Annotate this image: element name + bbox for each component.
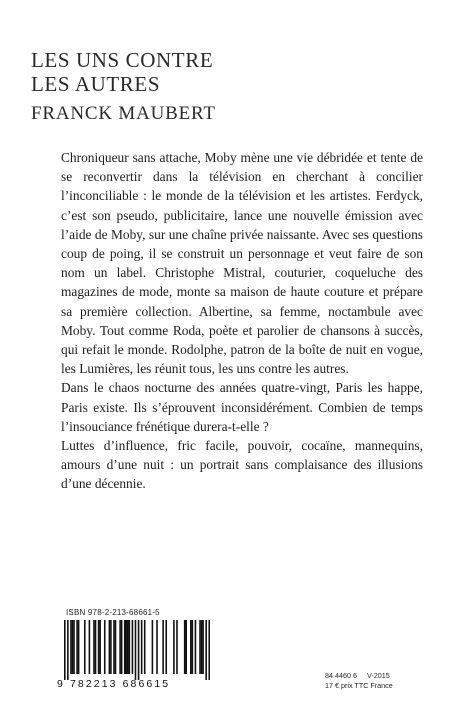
barcode-bar xyxy=(201,620,203,674)
barcode-bar xyxy=(156,620,158,674)
barcode-bar xyxy=(98,620,100,674)
barcode-bar xyxy=(195,620,197,674)
barcode-bar xyxy=(99,620,101,674)
barcode-bar xyxy=(184,620,186,674)
barcode-bar xyxy=(129,620,131,674)
barcode-bar xyxy=(176,620,178,674)
barcode-bar xyxy=(67,620,69,680)
barcode-bar xyxy=(121,620,123,674)
barcode-bar xyxy=(144,620,146,674)
barcode-bar xyxy=(135,620,137,680)
barcode-bar xyxy=(84,620,86,674)
barcode-bar xyxy=(125,620,127,674)
barcode-bar xyxy=(89,620,91,674)
barcode-bar xyxy=(95,620,97,674)
barcode-bar xyxy=(202,620,204,674)
barcode-bar xyxy=(173,620,175,674)
reference-number: 84 4460 6 xyxy=(325,671,357,680)
blurb-paragraph-3: Luttes d’influence, fric facile, pouvoir, cocaïne, mannequins, amours d’une nuit : un portrait sans complaisance des illusions d’une décennie. xyxy=(61,438,423,492)
barcode-bar xyxy=(208,620,210,680)
edition-version: V-2015 xyxy=(367,671,390,680)
book-title xyxy=(31,48,213,96)
isbn-label: ISBN 978-2-213-68661-5 xyxy=(66,608,160,617)
barcode-bar xyxy=(205,620,207,680)
barcode-bar xyxy=(119,620,121,674)
barcode-bar xyxy=(152,620,154,674)
barcode-bar xyxy=(73,620,75,674)
blurb-paragraph-2: Dans le chaos nocturne des années quatre-vingt, Paris les happe, Paris existe. Ils s’éprouvent inconsidérément. Combien de temps l’insouciance frénétique durera-t-elle ? xyxy=(61,380,423,434)
barcode-bar xyxy=(113,620,115,674)
barcode-bar xyxy=(110,620,112,674)
barcode-bar xyxy=(165,620,167,674)
blurb-text xyxy=(61,148,423,494)
book-title-line-1: LES UNS CONTRE xyxy=(31,48,214,72)
barcode-bar xyxy=(199,620,201,674)
barcode-bar xyxy=(104,620,106,674)
barcode-bar xyxy=(141,620,143,674)
barcode-bar xyxy=(115,620,117,674)
price-label: 17 € prix TTC France xyxy=(325,681,393,690)
barcode-bar xyxy=(185,620,187,674)
barcode-bar xyxy=(64,620,66,680)
blurb-paragraph-1: Chroniqueur sans attache, Moby mène une vie débridée et tente de se reconvertir dans la télévision en cherchant à concilier l’inconciliable : le monde de la télévision et les artistes. Ferdyck, c’est son pseudo, publicitaire, lance une nouvelle émission avec l’aide de Moby, sur une chaîne privée naissante. Avec ses questions coup de poing, il se construit un personnage et veut faire de son nom un label. Christophe Mistral, couturier, coqueluche des magazines de mode, monte sa maison de haute couture et prépare sa première collection. Albertine, sa femme, noctambule avec Moby. Tout comme Roda, poète et parolier de chansons à succès, qui refait le monde. Rodolphe, patron de la boîte de nuit en vogue, les Lumières, les réunit tous, les uns contre les autres. xyxy=(61,150,423,377)
barcode-digits: 9 782213 686615 xyxy=(57,678,171,690)
barcode-bar xyxy=(109,620,111,674)
barcode-bar xyxy=(70,620,72,674)
barcode-bar xyxy=(93,620,95,674)
barcode-bar xyxy=(127,620,129,674)
barcode-bar xyxy=(132,620,134,674)
barcode-image xyxy=(64,620,210,680)
author-name: FRANCK MAUBERT xyxy=(31,103,216,124)
barcode-bar xyxy=(78,620,80,674)
barcode-bar xyxy=(190,620,192,674)
reference-codes xyxy=(325,671,393,691)
barcode-bar xyxy=(72,620,74,674)
barcode-bar xyxy=(138,620,140,680)
barcode-bar xyxy=(162,620,164,674)
barcode-bar xyxy=(192,620,194,674)
barcode-bar xyxy=(76,620,78,674)
book-title-line-2: LES AUTRES xyxy=(31,72,161,96)
barcode-bar xyxy=(124,620,126,674)
